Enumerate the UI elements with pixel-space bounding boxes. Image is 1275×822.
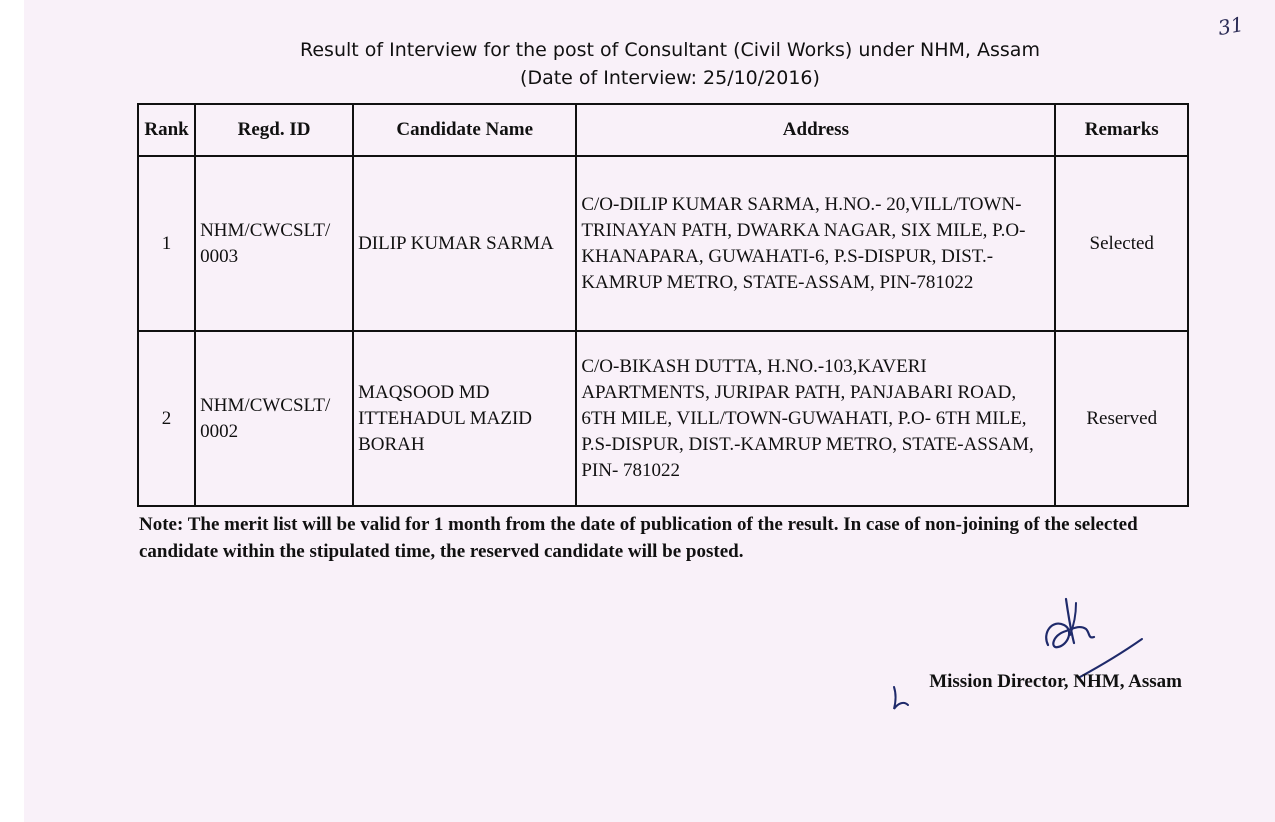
initial-mark-icon [890, 685, 912, 711]
table-row [138, 156, 1188, 331]
header-rank: Rank [138, 104, 195, 156]
candidate-name-cell: DILIP KUMAR SARMA [353, 156, 576, 331]
header-candidate-name: Candidate Name [353, 104, 576, 156]
remarks-cell: Reserved [1055, 331, 1188, 506]
table-row [138, 331, 1188, 506]
regd-id-cell: NHM/CWCSLT/ 0003 [195, 156, 353, 331]
signatory-designation: Mission Director, NHM, Assam [929, 671, 1182, 692]
handwritten-page-number: 31 [1216, 11, 1246, 41]
merit-list-note: Note: The merit list will be valid for 1 month from the date of publication of the result. In case of non-joining of the selected candidate within the stipulated time, the reserved candidate will be posted. [139, 514, 1138, 562]
remarks-cell: Selected [1055, 156, 1188, 331]
regd-id-cell: NHM/CWCSLT/ 0002 [195, 331, 353, 506]
candidate-name-cell: MAQSOOD MD ITTEHADUL MAZID BORAH [353, 331, 576, 506]
header-address: Address [576, 104, 1055, 156]
title-line-1: Result of Interview for the post of Consultant (Civil Works) under NHM, Assam [300, 39, 1040, 61]
table-header-row [138, 104, 1188, 156]
address-cell: C/O-DILIP KUMAR SARMA, H.NO.- 20,VILL/TOWN-TRINAYAN PATH, DWARKA NAGAR, SIX MILE, P.O-KHANAPARA, GUWAHATI-6, P.S-DISPUR, DIST.-KAMRUP METRO, STATE-ASSAM, PIN-781022 [576, 156, 1055, 331]
scan-left-margin [0, 0, 24, 822]
header-regd-id: Regd. ID [195, 104, 353, 156]
rank-cell: 1 [138, 156, 195, 331]
document-title [140, 36, 1200, 92]
rank-cell: 2 [138, 331, 195, 506]
title-line-2: (Date of Interview: 25/10/2016) [520, 67, 820, 89]
header-remarks: Remarks [1055, 104, 1188, 156]
results-table [137, 103, 1189, 507]
address-cell: C/O-BIKASH DUTTA, H.NO.-103,KAVERI APARTMENTS, JURIPAR PATH, PANJABARI ROAD, 6TH MILE, VILL/TOWN-GUWAHATI, P.O- 6TH MILE, P.S-DISPUR, DIST.-KAMRUP METRO, STATE-ASSAM, PIN- 781022 [576, 331, 1055, 506]
